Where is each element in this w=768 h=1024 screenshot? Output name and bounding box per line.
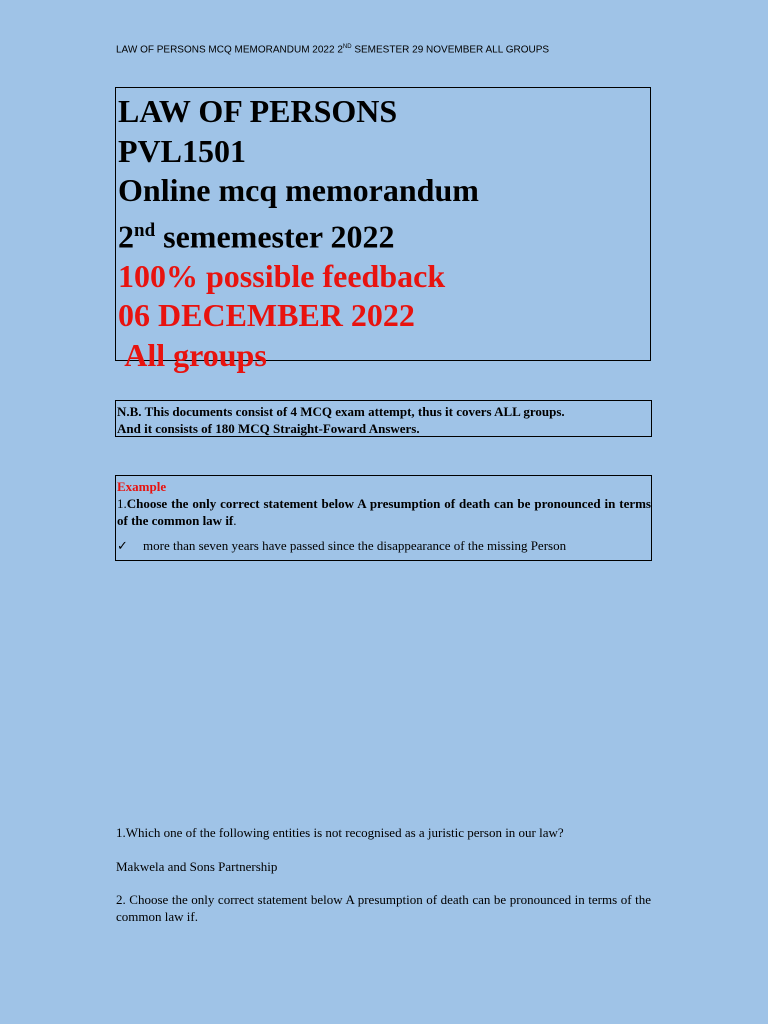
title-line-course: LAW OF PERSONS bbox=[118, 93, 398, 129]
example-question-number: 1. bbox=[117, 496, 127, 511]
title-box bbox=[115, 87, 651, 373]
nb-line-2: And it consists of 180 MCQ Straight-Foward Answers. bbox=[117, 421, 420, 436]
example-question-end: . bbox=[233, 513, 237, 528]
example-answer-text: more than seven years have passed since the disappearance of the missing Person bbox=[143, 538, 567, 553]
example-question-text: Choose the only correct statement below A presumption of death can be pronounced in terms of the common law if bbox=[117, 496, 651, 528]
example-box bbox=[115, 475, 652, 561]
header-superscript: ND bbox=[342, 44, 352, 50]
example-answer bbox=[117, 537, 651, 554]
example-question bbox=[117, 495, 651, 529]
title-line-date: 06 DECEMBER 2022 bbox=[118, 297, 415, 334]
title-line-type: Online mcq memorandum bbox=[118, 172, 479, 208]
semester-text: sememester 2022 bbox=[155, 218, 395, 255]
question-1: 1.Which one of the following entities is not recognised as a juristic person in our law? bbox=[116, 825, 564, 840]
nb-line-1: N.B. This documents consist of 4 MCQ exam attempt, thus it covers ALL groups. bbox=[117, 404, 565, 419]
semester-number: 2 bbox=[118, 218, 134, 255]
header-text-end: SEMESTER 29 NOVEMBER ALL GROUPS bbox=[351, 44, 550, 56]
example-label: Example bbox=[117, 479, 167, 494]
semester-superscript: nd bbox=[134, 219, 156, 241]
nb-note-box bbox=[115, 400, 652, 437]
title-line-code: PVL1501 bbox=[118, 132, 246, 169]
checkmark-icon: ✓ bbox=[117, 538, 128, 553]
answer-1: Makwela and Sons Partnership bbox=[116, 859, 278, 874]
question-2: 2. Choose the only correct statement below A presumption of death can be pronounced in terms of the common law if. bbox=[116, 892, 651, 924]
title-line-semester bbox=[118, 211, 650, 257]
title-line-groups: All groups bbox=[118, 336, 267, 373]
title-line-feedback: 100% possible feedback bbox=[118, 257, 446, 294]
header-text: LAW OF PERSONS MCQ MEMORANDUM 2022 2 bbox=[116, 44, 343, 56]
page-header bbox=[116, 44, 549, 55]
